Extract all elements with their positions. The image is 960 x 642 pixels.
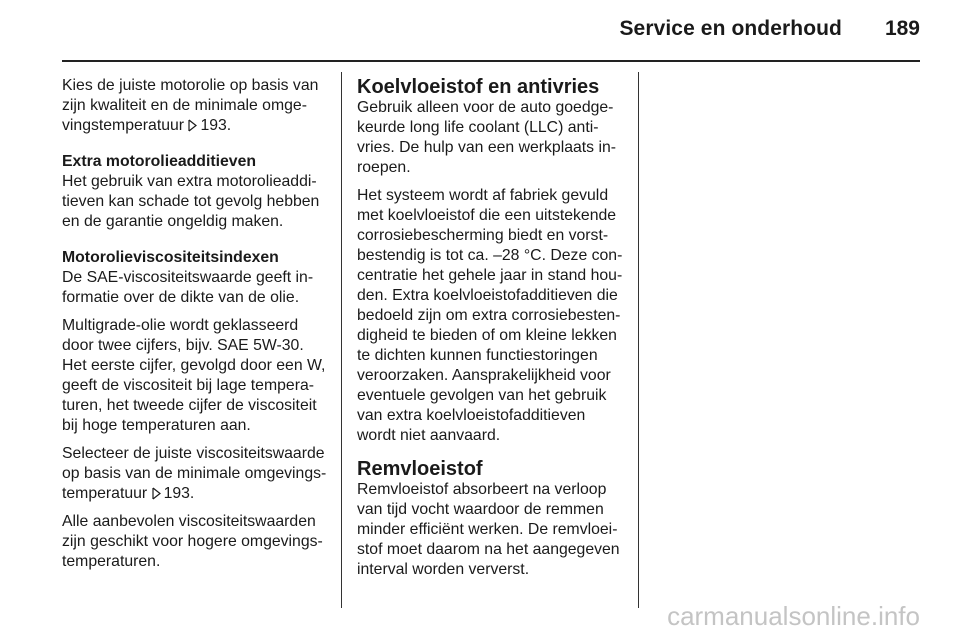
page-reference-link[interactable]: 193. <box>188 117 231 134</box>
heading-viscosity-indexes: Motorolieviscositeitsindexen <box>62 249 279 266</box>
column-divider-right <box>638 72 639 608</box>
heading-brake-fluid: Remvloeistof <box>357 458 483 480</box>
column-divider-left <box>341 72 342 608</box>
paragraph-recommended-viscosity: Alle aanbevolen viscositeitswaarden zijn geschikt voor hogere omgevings- temperaturen. <box>62 513 323 570</box>
column-middle <box>357 76 627 588</box>
paragraph-coolant-factory: Het systeem wordt af fabriek gevuld met koelvloeistof die een uitstekende corrosiebescherming biedt en vorst- bestendig is tot ca. –28 °C. Deze con- centratie het gehele jaar in stand hou- den. Extra koelvloeistofadditieven die bedoeld zijn om extra corrosiebesten- digheid te bieden of om kleine lekken te dichten kunnen functiestoringen veroorzaken. Aansprakelijkheid voor eventuele gevolgen van het gebruik van extra koelvloeistofadditieven wordt niet aanvaard. <box>357 187 623 444</box>
paragraph-oil-additives: Het gebruik van extra motorolieaddi- tieven kan schade tot gevolg hebben en de garantie ongeldig maken. <box>62 173 320 230</box>
header-divider <box>62 60 920 62</box>
page-reference-icon <box>188 119 197 132</box>
heading-oil-additives: Extra motorolieadditieven <box>62 153 256 170</box>
paragraph-engine-oil-choice: Kies de juiste motorolie op basis van zijn kwaliteit en de minimale omge- vingstemperatuur 193. <box>62 77 319 134</box>
page-reference-icon <box>152 487 161 500</box>
paragraph-sae-viscosity: De SAE-viscositeitswaarde geeft in- formatie over de dikte van de olie. <box>62 269 314 306</box>
paragraph-brake-fluid: Remvloeistof absorbeert na verloop van tijd vocht waardoor de remmen minder efficiënt werken. De remvloei- stof moet daarom na het aangegeven interval worden ververst. <box>357 481 620 578</box>
column-left <box>62 76 332 580</box>
paragraph-select-viscosity: Selecteer de juiste viscositeitswaarde op basis van de minimale omgevings- temperatuur 193. <box>62 445 327 502</box>
page-number: 189 <box>884 17 920 40</box>
page-title: Service en onderhoud <box>619 17 842 40</box>
paragraph-multigrade-oil: Multigrade-olie wordt geklasseerd door twee cijfers, bijv. SAE 5W-30. Het eerste cijfer, gevolgd door een W, geeft de viscositeit bij lage tempera- turen, het tweede cijfer de viscositeit bij hoge temperaturen aan. <box>62 317 326 434</box>
watermark-text: carmanualsonline.info <box>667 601 920 631</box>
heading-coolant-antifreeze: Koelvloeistof en antivries <box>357 76 600 98</box>
paragraph-coolant-approved: Gebruik alleen voor de auto goedge- keurde long life coolant (LLC) anti- vries. De hulp van een werkplaats in- roepen. <box>357 99 617 176</box>
page-reference-link[interactable]: 193. <box>152 485 195 502</box>
page-header <box>0 0 960 62</box>
